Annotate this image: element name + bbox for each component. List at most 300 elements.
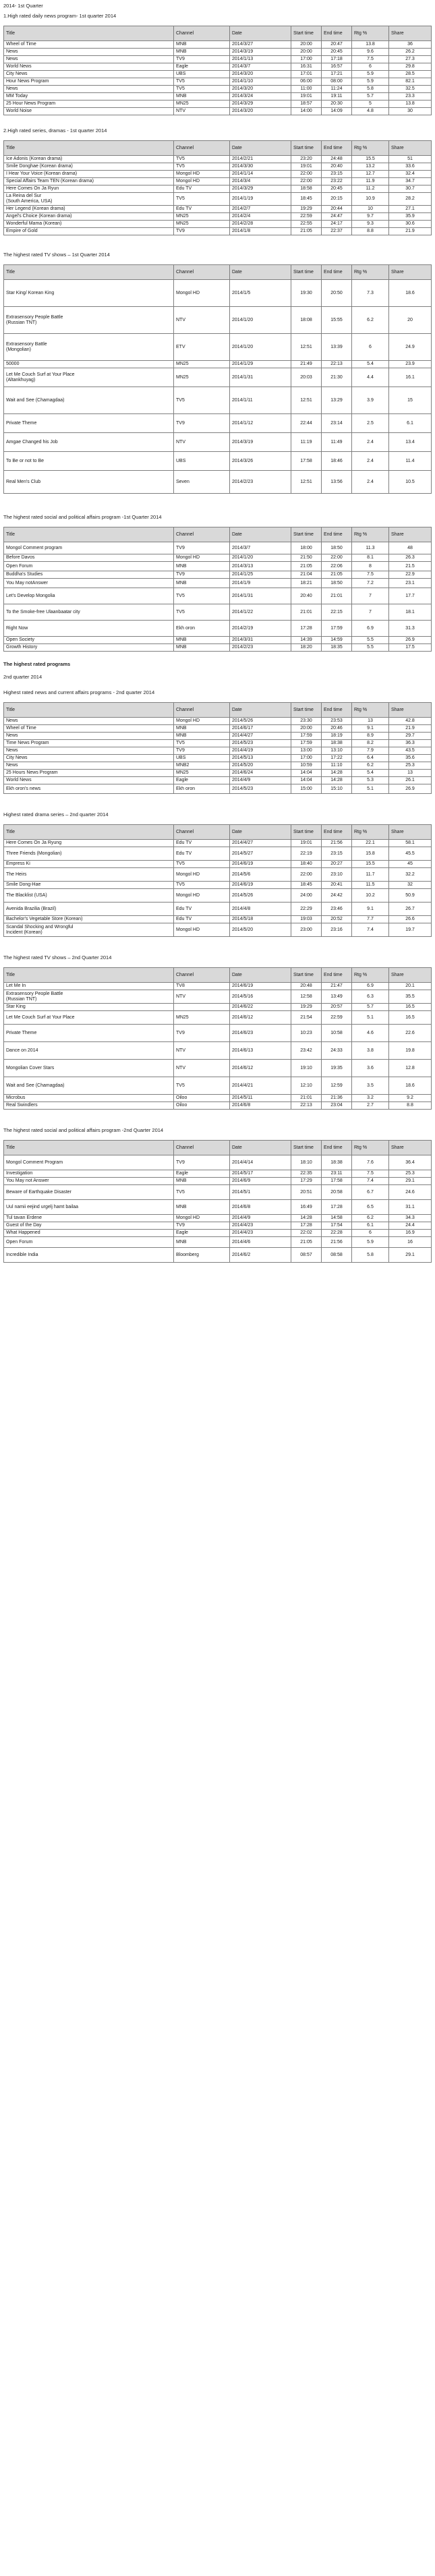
table-row [4,1042,432,1060]
cell-start: 14:39 [291,637,322,644]
cell-start: 21:50 [291,554,322,562]
cell-share: 26.6 [389,916,432,923]
table-row [4,1060,432,1077]
cell-share: 23.3 [389,93,432,101]
cell-start: 17:58 [291,452,322,471]
column-header-date: Date [230,527,291,542]
cell-share: 25.3 [389,762,432,770]
cell-share: 16.5 [389,1011,432,1025]
column-header-channel: Channel [174,265,230,280]
cell-rtg: 22.1 [352,840,389,847]
cell-channel: Mongol HD [174,868,230,882]
cell-date: 2014/6/12 [230,1011,291,1025]
cell-title: News [4,747,174,755]
cell-channel: Mongol HD [174,923,230,937]
cell-share: 45.5 [389,847,432,861]
cell-end: 17:18 [322,56,352,63]
cell-end: 14:59 [322,637,352,644]
cell-channel: MNB [174,93,230,101]
cell-start: 23:00 [291,923,322,937]
table-row [4,784,432,794]
cell-share: 26.2 [389,49,432,56]
cell-rtg: 3.5 [352,1077,389,1095]
cell-share: 18.6 [389,280,432,307]
cell-title: You May not Answer [4,1178,174,1185]
cell-share: 6.1 [389,414,432,433]
cell-end: 18:50 [322,579,352,588]
column-header-start: Start time [291,968,322,983]
cell-title: Microbus [4,1095,174,1102]
cell-title: Let Me In [4,983,174,990]
cell-rtg: 10.9 [352,193,389,206]
cell-channel: NTV [174,1060,230,1077]
table-row [4,777,432,784]
cell-share: 33.6 [389,163,432,171]
cell-title: Extrasensory People Battle (Russian TNT) [4,990,174,1004]
cell-title: Incredible India [4,1248,174,1263]
table-row [4,1077,432,1095]
cell-channel: NTV [174,1042,230,1060]
cell-rtg: 13 [352,718,389,725]
column-header-share: Share [389,1141,432,1155]
cell-date: 2014/5/23 [230,740,291,747]
cell-rtg: 5.9 [352,78,389,86]
cell-start: 19:29 [291,1004,322,1011]
cell-rtg: 7.5 [352,56,389,63]
cell-end: 15:10 [322,784,352,794]
cell-rtg: 6.3 [352,990,389,1004]
cell-start: 17:01 [291,71,322,78]
table-row [4,163,432,171]
table-row [4,334,432,361]
cell-share: 19.8 [389,1042,432,1060]
cell-date: 2014/6/17 [230,725,291,733]
cell-end: 15:55 [322,307,352,334]
cell-end: 23:14 [322,414,352,433]
table-row [4,1222,432,1230]
cell-channel: MN25 [174,368,230,387]
cell-end: 08:00 [322,78,352,86]
cell-date: 2014/1/10 [230,78,291,86]
cell-date: 2014/5/1 [230,1185,291,1200]
cell-channel: TV9 [174,1155,230,1170]
cell-title: The Heirs [4,868,174,882]
column-header-title: Title [4,26,174,41]
cell-title: Three Friends (Mongolian) [4,847,174,861]
cell-channel: Edu TV [174,903,230,916]
cell-title: To Be or not to Be [4,452,174,471]
cell-channel: MNB [174,1237,230,1248]
cell-channel: TV5 [174,387,230,414]
table-row [4,1215,432,1222]
cell-start: 23:20 [291,156,322,163]
cell-date: 2014/5/17 [230,1170,291,1178]
table-header-row [4,825,432,840]
cell-title: News [4,718,174,725]
cell-start: 18:00 [291,542,322,554]
table-row [4,1155,432,1170]
cell-start: 17:00 [291,56,322,63]
cell-rtg: 5.1 [352,1011,389,1025]
cell-date: 2014/3/26 [230,452,291,471]
table-row [4,213,432,221]
cell-end: 11:49 [322,433,352,452]
column-header-title: Title [4,141,174,156]
cell-rtg: 4.4 [352,368,389,387]
cell-rtg: 7.5 [352,1170,389,1178]
cell-share: 28.5 [389,71,432,78]
cell-title: What Happened [4,1230,174,1237]
cell-date: 2014/5/26 [230,889,291,903]
cell-start: 20:03 [291,368,322,387]
cell-date: 2014/3/7 [230,63,291,71]
cell-end: 18:35 [322,644,352,652]
section-title: Highest rated drama series – 2nd quarter 2014 [3,811,109,818]
cell-rtg: 15.5 [352,156,389,163]
column-header-title: Title [4,1141,174,1155]
cell-end: 20:41 [322,882,352,889]
table-row [4,41,432,49]
cell-title: Smile Dong-Hae [4,882,174,889]
column-header-date: Date [230,968,291,983]
cell-date: 2014/6/19 [230,882,291,889]
cell-rtg: 6.2 [352,1215,389,1222]
column-header-start: Start time [291,527,322,542]
cell-channel: TV5 [174,78,230,86]
cell-share: 35.6 [389,755,432,762]
cell-rtg: 7.6 [352,1155,389,1170]
cell-end: 14:58 [322,1215,352,1222]
column-header-start: Start time [291,1141,322,1155]
column-header-start: Start time [291,703,322,718]
cell-share: 17.5 [389,644,432,652]
cell-end: 13:39 [322,334,352,361]
table-row [4,1178,432,1185]
table-row [4,604,432,621]
ratings-table [3,702,432,794]
table-row [4,868,432,882]
cell-start: 18:57 [291,101,322,108]
ratings-table [3,824,432,937]
table-row [4,193,432,206]
table-row [4,387,432,414]
cell-start: 20:48 [291,983,322,990]
cell-title: Let's Develop Mongolia [4,588,174,604]
cell-title: Wonderful Mama (Korean) [4,221,174,228]
table-row [4,588,432,604]
table-row [4,433,432,452]
ratings-table [3,527,432,652]
cell-share: 24.4 [389,1222,432,1230]
table-row [4,78,432,86]
cell-share: 30 [389,108,432,115]
table-row [4,156,432,163]
cell-start: 08:57 [291,1248,322,1263]
cell-title: Real Swindlers [4,1102,174,1110]
cell-channel: TV5 [174,193,230,206]
cell-end: 18:38 [322,740,352,747]
cell-share: 34.7 [389,178,432,185]
table-header-row [4,703,432,718]
column-header-rtg: Rtg % [352,141,389,156]
cell-title: Real Men's Club [4,471,174,494]
cell-share: 35.5 [389,990,432,1004]
cell-start: 22:55 [291,221,322,228]
cell-title: Buddha's Studies [4,571,174,579]
cell-rtg: 5 [352,101,389,108]
cell-end: 20:46 [322,725,352,733]
cell-rtg: 11.7 [352,868,389,882]
table-row [4,990,432,1004]
cell-end: 18:50 [322,542,352,554]
cell-end: 20:15 [322,193,352,206]
table-row [4,56,432,63]
cell-rtg: 2.5 [352,414,389,433]
cell-rtg: 6.9 [352,621,389,637]
cell-share: 23.1 [389,579,432,588]
cell-rtg: 6.2 [352,762,389,770]
table-row [4,861,432,868]
cell-channel: Eagle [174,63,230,71]
table-row [4,562,432,571]
cell-channel: MNB [174,41,230,49]
cell-share: 82.1 [389,78,432,86]
cell-date: 2014/2/4 [230,213,291,221]
cell-date: 2014/4/21 [230,1077,291,1095]
cell-channel [174,1004,230,1011]
cell-share: 17.7 [389,588,432,604]
cell-share: 35.9 [389,213,432,221]
table-row [4,228,432,235]
table-row [4,1011,432,1025]
cell-channel: TV5 [174,1185,230,1200]
cell-title: Wheel of Time [4,725,174,733]
cell-channel: MN25 [174,221,230,228]
cell-end: 23:53 [322,718,352,725]
cell-title: Mongol Comment program [4,542,174,554]
cell-date: 2014/1/12 [230,414,291,433]
column-header-rtg: Rtg % [352,825,389,840]
cell-channel: Mongol HD [174,889,230,903]
cell-start: 22:00 [291,171,322,178]
cell-rtg: 3.6 [352,1060,389,1077]
cell-end: 17:58 [322,1178,352,1185]
cell-date: 2014/4/9 [230,777,291,784]
cell-start: 14:04 [291,770,322,777]
cell-start: 17:59 [291,733,322,740]
cell-rtg: 3.2 [352,1095,389,1102]
cell-rtg: 2.4 [352,471,389,494]
cell-start: 21:05 [291,1237,322,1248]
cell-share: 32.5 [389,86,432,93]
cell-channel: TV5 [174,882,230,889]
table-row [4,1230,432,1237]
cell-channel: Oiloo [174,1095,230,1102]
cell-date: 2014/5/26 [230,718,291,725]
cell-channel: Edu TV [174,916,230,923]
cell-share: 32 [389,882,432,889]
column-header-share: Share [389,825,432,840]
cell-title: Empress Ki [4,861,174,868]
cell-rtg: 6 [352,1230,389,1237]
column-header-rtg: Rtg % [352,265,389,280]
column-header-end: End time [322,825,352,840]
cell-end: 20:30 [322,101,352,108]
table-header-row [4,26,432,41]
cell-end: 24:47 [322,213,352,221]
cell-start: 22:13 [291,1102,322,1110]
cell-rtg: 9.6 [352,49,389,56]
cell-start: 23:30 [291,718,322,725]
cell-start: 19:01 [291,163,322,171]
cell-share: 26.9 [389,784,432,794]
cell-title: Empire of Gold [4,228,174,235]
cell-end: 22:37 [322,228,352,235]
cell-end: 08:58 [322,1248,352,1263]
cell-end: 13:49 [322,990,352,1004]
cell-start: 19:01 [291,840,322,847]
cell-date: 2014/5/6 [230,868,291,882]
column-header-channel: Channel [174,141,230,156]
cell-share: 20.1 [389,983,432,990]
cell-channel: TV9 [174,571,230,579]
cell-date: 2014/5/18 [230,916,291,923]
cell-end: 23:04 [322,1102,352,1110]
cell-end: 17:59 [322,621,352,637]
cell-title: Guest of the Day [4,1222,174,1230]
cell-rtg: 10 [352,206,389,213]
cell-share: 16.5 [389,1004,432,1011]
cell-share: 24.9 [389,334,432,361]
cell-share: 25.3 [389,1170,432,1178]
column-header-title: Title [4,527,174,542]
cell-share: 58.1 [389,840,432,847]
cell-channel: NTV [174,990,230,1004]
cell-date: 2014/5/20 [230,923,291,937]
cell-end: 24:33 [322,1042,352,1060]
cell-rtg: 6.9 [352,983,389,990]
cell-rtg: 4.6 [352,1025,389,1042]
table-header-row [4,265,432,280]
cell-channel: MNB [174,49,230,56]
cell-date: 2014/6/19 [230,983,291,990]
cell-rtg: 8.8 [352,228,389,235]
table-row [4,770,432,777]
column-header-channel: Channel [174,825,230,840]
table-header-row [4,968,432,983]
cell-rtg: 2.4 [352,433,389,452]
cell-start: 19:01 [291,93,322,101]
cell-end: 19:11 [322,93,352,101]
cell-end: 10:58 [322,1025,352,1042]
table-row [4,1170,432,1178]
cell-share: 22.6 [389,1025,432,1042]
cell-end: 24:17 [322,221,352,228]
cell-end: 13:29 [322,387,352,414]
cell-title: Extrasensory Battle (Mongolian) [4,334,174,361]
cell-share: 10.5 [389,471,432,494]
cell-title: World News [4,777,174,784]
cell-start: 12:10 [291,1077,322,1095]
cell-title: Dance on 2014 [4,1042,174,1060]
cell-date: 2014/3/20 [230,86,291,93]
cell-title: La Reina del Sur (South America, USA) [4,193,174,206]
table-row [4,101,432,108]
cell-date: 2014/6/22 [230,1004,291,1011]
cell-channel: Edu TV [174,206,230,213]
cell-channel: MN25 [174,101,230,108]
cell-end: 22:00 [322,554,352,562]
column-header-end: End time [322,1141,352,1155]
column-header-date: Date [230,825,291,840]
column-header-share: Share [389,527,432,542]
cell-share: 23.9 [389,361,432,368]
cell-date: 2014/6/8 [230,1200,291,1215]
cell-date: 2014/4/23 [230,1230,291,1237]
cell-title: Before Davos [4,554,174,562]
cell-share: 19.7 [389,923,432,937]
cell-share: 45 [389,861,432,868]
cell-date: 2014/4/27 [230,840,291,847]
table-row [4,644,432,652]
cell-share: 43.5 [389,747,432,755]
cell-start: 10:23 [291,1025,322,1042]
cell-channel: MNB [174,1178,230,1185]
cell-title: Mongolian Cover Stars [4,1060,174,1077]
cell-end: 11:10 [322,762,352,770]
cell-date: 2014/3/27 [230,41,291,49]
cell-rtg: 6 [352,63,389,71]
cell-channel: TV5 [174,86,230,93]
table-row [4,1200,432,1215]
column-header-start: Start time [291,141,322,156]
cell-end: 23:15 [322,847,352,861]
cell-date: 2014/2/23 [230,471,291,494]
cell-rtg: 11.2 [352,185,389,193]
cell-date: 2014/1/8 [230,228,291,235]
table-row [4,1248,432,1263]
section-title: Highest rated news and current affairs programs - 2nd quarter 2014 [3,689,155,695]
cell-share: 27.3 [389,56,432,63]
cell-start: 20:00 [291,41,322,49]
cell-end: 13:10 [322,747,352,755]
cell-date: 2014/2/7 [230,206,291,213]
cell-rtg: 5.4 [352,770,389,777]
cell-channel: TV5 [174,861,230,868]
cell-start: 21:49 [291,361,322,368]
cell-rtg: 10.2 [352,889,389,903]
cell-rtg: 8.2 [352,740,389,747]
cell-share: 32.4 [389,171,432,178]
cell-title: Open Forum [4,1237,174,1248]
column-header-rtg: Rtg % [352,527,389,542]
cell-start: 19:30 [291,280,322,307]
table-header-row [4,141,432,156]
cell-date: 2014/5/27 [230,847,291,861]
cell-rtg: 9.3 [352,221,389,228]
cell-channel: TV5 [174,604,230,621]
cell-title: Ekh oron's news [4,784,174,794]
cell-channel: MN25 [174,213,230,221]
cell-end: 20:44 [322,206,352,213]
cell-channel: Edu TV [174,185,230,193]
cell-end: 22:28 [322,1230,352,1237]
column-header-end: End time [322,968,352,983]
cell-title: Avenida Brazilia (Brazil) [4,903,174,916]
cell-channel: NTV [174,108,230,115]
cell-title: 25 Hour News Program [4,101,174,108]
cell-share: 36.4 [389,1155,432,1170]
